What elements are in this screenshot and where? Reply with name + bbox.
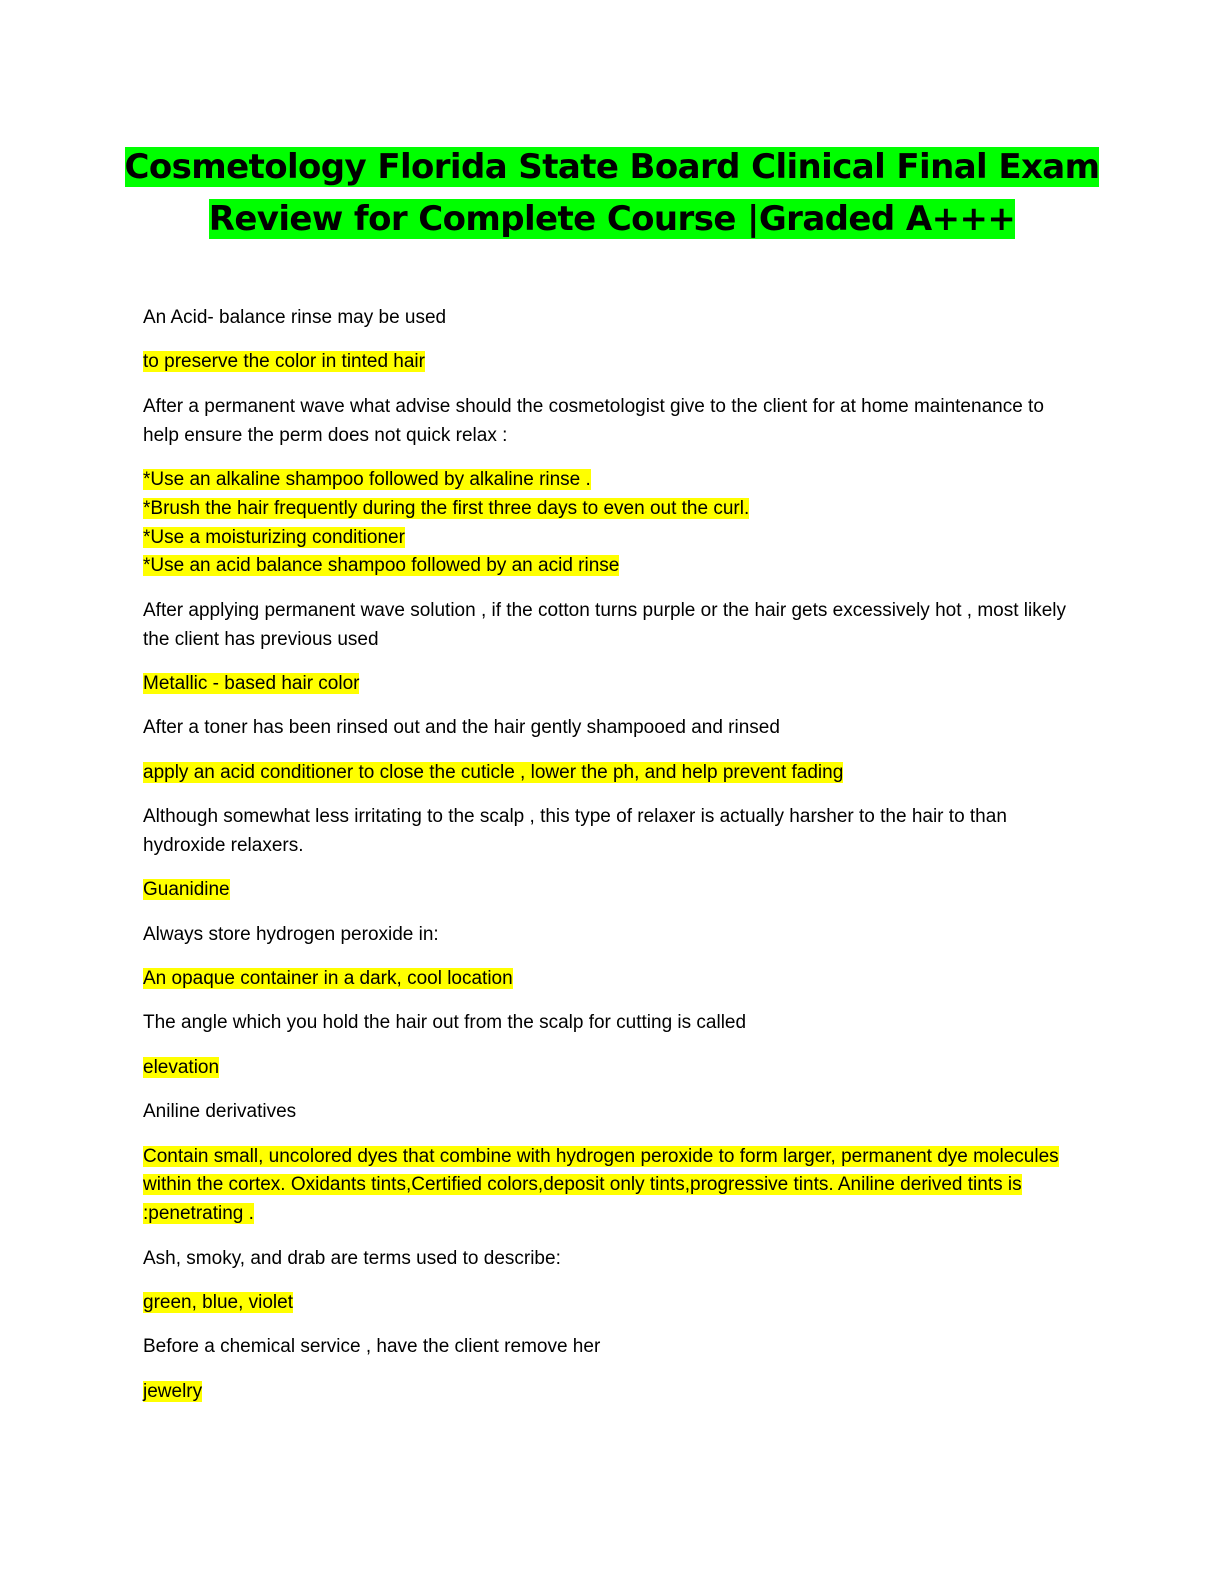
answer-4 xyxy=(143,759,1083,788)
answer-2-line-2: *Brush the hair frequently during the first three days to even out the curl. xyxy=(143,497,750,519)
answer-2-line-1: *Use an alkaline shampoo followed by alkaline rinse . xyxy=(143,468,591,490)
answer-10 xyxy=(143,1378,1083,1407)
answer-7-text: elevation xyxy=(143,1056,220,1078)
answer-9 xyxy=(143,1289,1083,1318)
answer-8-text: Contain small, uncolored dyes that combine with hydrogen peroxide to form larger, permanent dye molecules within the cortex. Oxidants tints,Certified colors,deposit only tints,progressive tints. Aniline derived tints is :penetrating . xyxy=(143,1145,1059,1225)
question-1: An Acid- balance rinse may be used xyxy=(143,307,447,328)
answer-5 xyxy=(143,876,1083,905)
title-line-1: Cosmetology Florida State Board Clinical Final Exam xyxy=(124,147,1100,187)
answer-4-text: apply an acid conditioner to close the cuticle , lower the ph, and help prevent fading xyxy=(143,761,844,783)
answer-10-text: jewelry xyxy=(143,1380,203,1402)
question-6: Always store hydrogen peroxide in: xyxy=(143,923,439,945)
document-title xyxy=(0,141,1224,245)
question-10: Before a chemical service , have the client remove her xyxy=(143,1336,601,1358)
answer-3-text: Metallic - based hair color xyxy=(143,672,360,694)
answer-2 xyxy=(143,466,1083,581)
answer-2-line-4: *Use an acid balance shampoo followed by an acid rinse xyxy=(143,555,620,577)
title-line-2: Review for Complete Course |Graded A+++ xyxy=(208,199,1016,239)
question-3: After applying permanent wave solution , if the cotton turns purple or the hair gets excessively hot , most likely the client has previous used xyxy=(143,599,1067,650)
answer-3 xyxy=(143,670,1083,699)
question-7: The angle which you hold the hair out from the scalp for cutting is called xyxy=(143,1012,747,1034)
answer-1 xyxy=(143,348,1083,377)
answer-1-text: to preserve the color in tinted hair xyxy=(143,351,425,373)
answer-6 xyxy=(143,965,1083,994)
question-4: After a toner has been rinsed out and the hair gently shampooed and rinsed xyxy=(143,717,780,739)
question-9: Ash, smoky, and drab are terms used to describe: xyxy=(143,1247,561,1269)
answer-7 xyxy=(143,1054,1083,1083)
question-8: Aniline derivatives xyxy=(143,1101,297,1123)
answer-2-line-3: *Use a moisturizing conditioner xyxy=(143,526,405,548)
answer-5-text: Guanidine xyxy=(143,879,230,901)
answer-9-text: green, blue, violet xyxy=(143,1292,293,1314)
answer-8 xyxy=(143,1143,1083,1229)
question-2: After a permanent wave what advise should the cosmetologist give to the client for at home maintenance to help ensure the perm does not quick relax : xyxy=(143,395,1044,446)
qa-list xyxy=(143,304,1083,1422)
question-5: Although somewhat less irritating to the scalp , this type of relaxer is actually harsher to the hair to than hydroxide relaxers. xyxy=(143,806,1007,856)
answer-6-text: An opaque container in a dark, cool location xyxy=(143,968,513,990)
